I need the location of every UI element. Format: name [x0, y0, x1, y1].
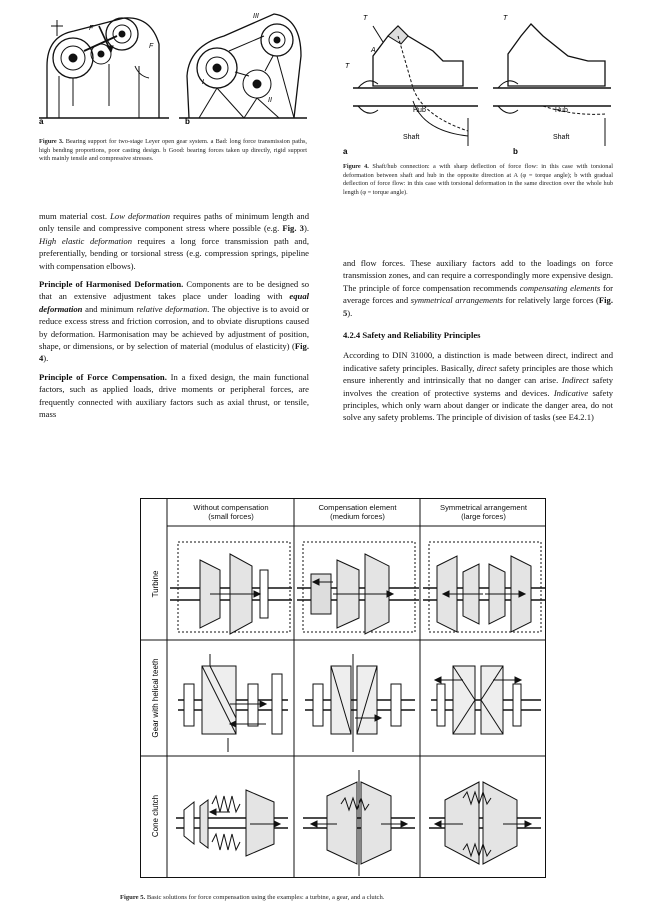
- principle-heading: Principle of Force Compensation.: [39, 371, 167, 382]
- figure-4-svg: [343, 6, 613, 156]
- row-label-clutch: Cone clutch: [151, 794, 160, 838]
- text-run: Fig. 4: [39, 341, 309, 364]
- text-run: safety principles are those which ensure inherently and intrinsically that no danger can arise.: [343, 362, 613, 386]
- fig4-label-b: b: [513, 147, 518, 156]
- figure-3-caption-number: Figure 3.: [39, 138, 64, 145]
- text-run: mum material cost.: [39, 211, 111, 221]
- text-run: symmetrical arrangements: [410, 295, 503, 306]
- svg-text:A: A: [371, 47, 376, 54]
- fig3-label-b: b: [185, 117, 190, 126]
- text-run: Components are to be designed so that an extensive adjustment takes place under loading with: [39, 279, 309, 302]
- roman-numeral-ii: II: [268, 97, 272, 104]
- column-header-1-line-1: Without compensation: [193, 503, 269, 512]
- fig4a-shaft-label: Shaft: [403, 134, 420, 141]
- fig3-label-a: a: [39, 117, 44, 126]
- text-run: and minimum: [82, 303, 137, 314]
- column-header-1-line-2: (small forces): [208, 512, 254, 521]
- figure-4-drawing: [343, 6, 613, 156]
- figure-3-drawing: [39, 6, 309, 134]
- svg-text:F: F: [149, 43, 154, 50]
- text-run: direct: [476, 362, 497, 373]
- row-label-turbine: Turbine: [151, 570, 160, 598]
- text-run: compensating elements: [519, 282, 601, 293]
- roman-numeral-iii: III: [253, 13, 259, 20]
- text-run: for average forces and: [343, 282, 613, 306]
- text-run: . The objective is to avoid or reduce excess stress and friction corrosion, and to obviate disruptions caused by deformation. Harmonisation may be achieved by adjustment of position, shape, or dimensions, or by selection of material (modulus of elasticity) (: [39, 303, 309, 352]
- roman-numeral-i: I: [202, 79, 204, 86]
- figure-4-caption: [343, 163, 613, 197]
- figure-3-svg: [39, 6, 309, 134]
- svg-text:T: T: [363, 15, 368, 22]
- figure-5-caption: [120, 894, 540, 903]
- section-heading: 4.2.4 Safety and Reliability Principles: [343, 330, 481, 341]
- text-run: ).: [347, 307, 353, 318]
- text-run: requires paths of minimum length and only tensile and compressive component stress where possible (e.g.: [39, 211, 310, 234]
- column-header-symmetrical-arrangement: [421, 503, 546, 521]
- text-run: Indicative: [553, 387, 589, 398]
- svg-text:T: T: [345, 63, 350, 70]
- column-header-without-compensation: [168, 503, 294, 521]
- column-header-3-line-1: Symmetrical arrangement: [440, 503, 527, 512]
- figure-5-svg: [140, 498, 546, 878]
- text-run: Low deformation: [110, 211, 171, 221]
- text-run: In a fixed design, the main functional factors, such as applied loads, drive moments or peripheral forces, are frequently connected with auxiliary factors such as axial thrust, or tensile, mass: [39, 371, 309, 420]
- svg-text:F: F: [89, 25, 94, 32]
- text-run: ).: [43, 353, 49, 364]
- text-run: and flow forces. These auxiliary factors add to the loadings on force transmission zones, and can require a correspondingly more expensive design. The principle of force compensation recommends: [343, 258, 613, 293]
- svg-text:T: T: [503, 15, 508, 22]
- figure-4-caption-number: Figure 4.: [343, 163, 369, 170]
- text-run: Fig. 3: [282, 223, 304, 234]
- text-run: Fig. 5: [343, 295, 613, 318]
- text-run: for relatively large forces (: [502, 295, 599, 306]
- figure-5-caption-text: Basic solutions for force compensation using the examples: a turbine, a gear, and a clutch.: [146, 894, 385, 901]
- text-run: equal deformation: [39, 291, 309, 314]
- text-run: ).: [303, 223, 309, 234]
- text-run: According to DIN 31000, a distinction is made between direct, indirect and indicative safety principles. Basically,: [343, 350, 613, 373]
- figure-3-caption-text: Bearing support for two-stage Leyer open gear system. a Bad: long force transmission paths, high bending proportions, poor casting design. b Good: bearing forces taken up directly, rigid support with mainly tensile and compressive stresses.: [39, 138, 307, 163]
- column-header-2-line-2: (medium forces): [330, 512, 385, 521]
- text-run: relative deformation: [136, 303, 208, 314]
- column-header-3-line-2: (large forces): [461, 512, 506, 521]
- row-label-gear: Gear with helical teeth: [151, 658, 160, 738]
- right-paragraph-2: [343, 349, 613, 423]
- right-paragraph-1: [343, 257, 613, 319]
- column-header-2-line-1: Compensation element: [318, 503, 397, 512]
- text-run: safety principles, which only warn about danger or indicate the danger area, do not solve any safety problems. The principle of division of tasks (see E4.2.1): [343, 387, 613, 423]
- fig4-label-a: a: [343, 147, 348, 156]
- principle-heading: Principle of Harmonised Deformation.: [39, 279, 184, 290]
- figure-5-table: [140, 498, 546, 878]
- left-paragraph-2: [39, 278, 309, 365]
- figure-4-caption-text: Shaft/hub connection: a with sharp deflection of force flow: in this case with torsional deformation between shaft and hub in the opposite direction at A (φ = torque angle); b with gradual deflection of force flow: in this case with torsional deformation in the same direction over the whole hub length (φ = torque angle).: [343, 163, 613, 196]
- right-column: [343, 257, 613, 424]
- left-paragraph-1: [39, 210, 309, 272]
- left-column: [39, 210, 309, 421]
- fig4b-shaft-label: Shaft: [553, 134, 570, 141]
- fig4b-hub-label: Hub: [555, 107, 568, 114]
- figure-5-caption-number: Figure 5.: [120, 894, 146, 901]
- column-header-compensation-element: [295, 503, 420, 521]
- text-run: safety involves the creation of protective systems and devices.: [343, 375, 613, 398]
- left-paragraph-3: [39, 371, 309, 421]
- text-run: Indirect: [561, 375, 589, 386]
- figure-3-caption: [39, 138, 307, 164]
- text-run: requires a long force transmission path and, preferentially, bending or torsional stress (e.g. compression springs, pipeline with compensation elbows).: [39, 235, 309, 271]
- fig4a-hub-label: Hub: [413, 107, 426, 114]
- text-run: High elastic deformation: [39, 235, 132, 246]
